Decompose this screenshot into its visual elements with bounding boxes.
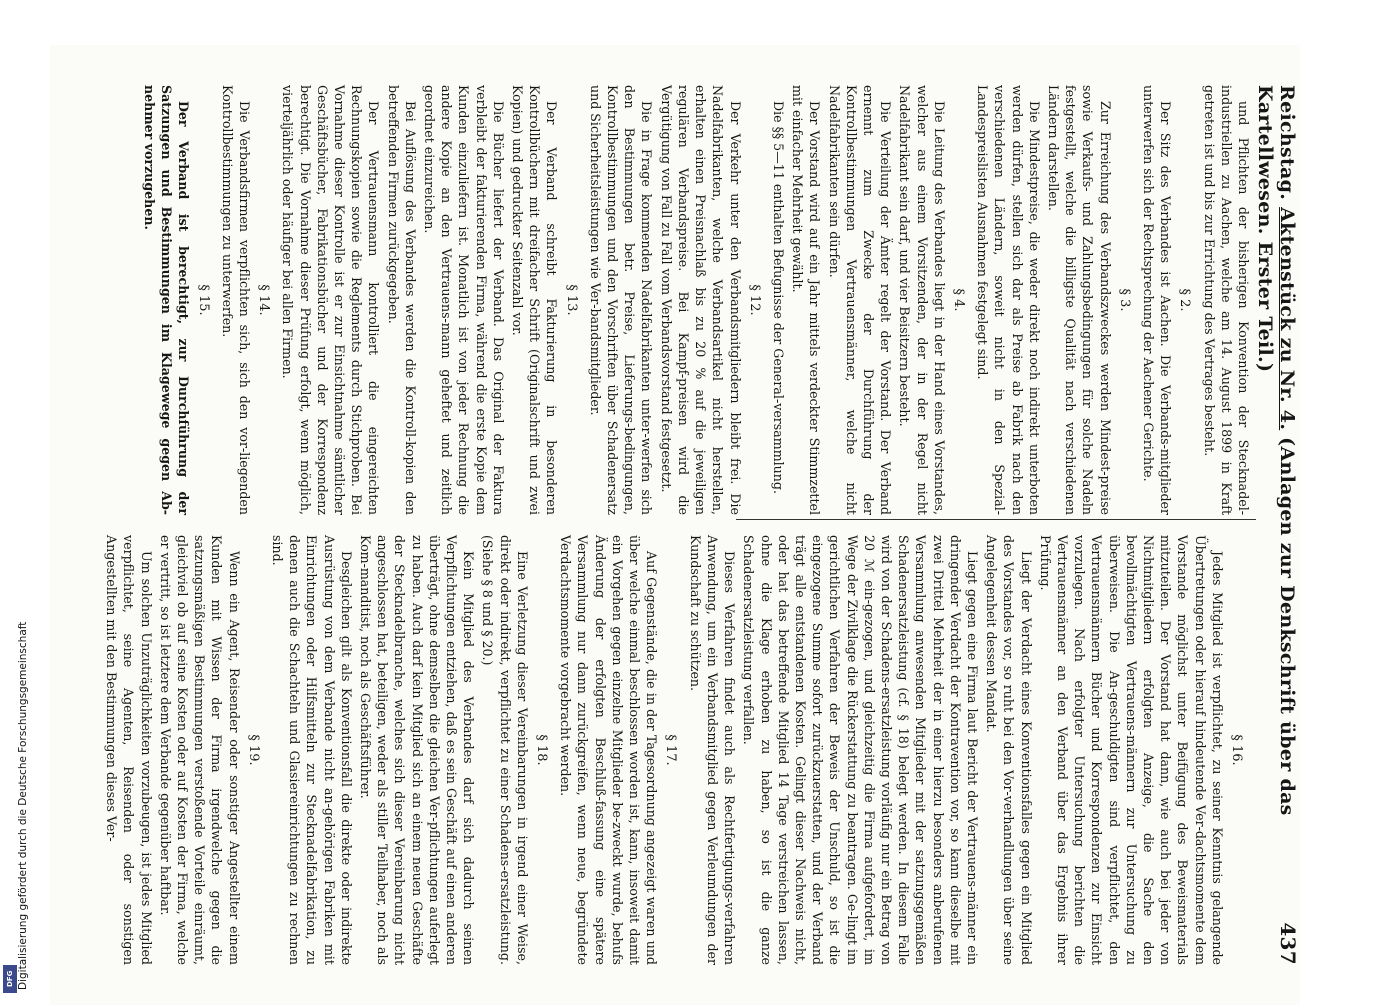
title-rest: (Anlagen zur Denkschrift über das Kartellwesen. Erster Teil.) (1254, 85, 1298, 816)
paragraph: Der Verkehr unter den Verbandsmitgliedern bleibt frei. Die Nadelfabrikanten, welche Verbandsartikel nicht herstellen, erhalten einen Preisnachlaß bis zu 20 % auf die jeweiligen regulären Verbandspreise. Bei Kampf-preisen wird die Vergütigung von Fall zu Fall vom Verbandsvorstand festgesetzt. (658, 85, 743, 515)
paragraph: Liegt gegen eine Firma laut Bericht der Vertrauens-männer ein dringender Verdacht der Kontravention vor, so kann dieselbe mit zwei Drittel Mehrheit der in einer hierzu besonders anberufenen Versammlung anwesenden Mitglieder mit der satzungsgemäßen Schadenersatzleistung (cf. § 18) belegt werden. In diesem Falle wird von der Schadens-ersatzleistung vorläufig nur ein Betrag von 20 ℳ ein-gezogen, und gleichzeitig die Firma aufgefordert, im Wege der Zivilklage die Rückerstattung zu beantragen. Ge-lingt im gerichtlichen Verfahren der Beweis der Unschuld, so ist die eingezogene Summe sofort zurückzuerstatten, und der Verband trägt alle entstandenen Kosten. Gelingt dieser Nachweis nicht, oder hat das betreffende Mitglied 14 Tage verstreichen lassen, ohne die Klage erhoben zu haben, so ist die ganze Schadenersatzleistung verfallen. (741, 535, 980, 965)
paragraph: Die in Frage kommenden Nadelfabrikanten unter-werfen sich den Bestimmungen betr. Preise, Lieferungs-bedingungen, Kontrollbestimmungen und den Vorschriften über Schadenersatz und Sicherheitsleistungen wie Ver-bandsmitglieder. (587, 85, 655, 515)
paragraph: Eine Verletzung dieser Vereinbarungen in irgend einer Weise, direkt oder indirekt, verpflichtet zu einer Schadens-ersatzleistung. (Siehe § 8 und § 20.) (480, 535, 530, 965)
paragraph: Der Vertrauensmann kontrolliert die eingereichten Rechnungskopien sowie die Reglements durch Stichproben. Bei Vornahme dieser Kontrolle ist er zur Einsichtnahme sämtlicher Geschäftsbücher, Fabrikationsbücher und der Korrespondenz berechtigt. Die Vornahme dieser Prüfung erfolgt, wenn möglich, vierteljährlich oder häufiger bei allen Firmen. (280, 85, 382, 515)
paragraph: Desgleichen gilt als Konventionsfall die direkte oder indirekte Ausrüstung von dem Verbande nicht an-gehörigen Fabriken mit Einrichtungen oder Hilfsmitteln zur Stecknadelfabrikation, zu denen auch die Schachteln und Glasiereinrichtungen zu rechnen sind. (270, 535, 354, 965)
paragraph: Liegt der Verdacht eines Konventionsfalles gegen ein Mitglied des Vorstandes vor, so ruht bei den Vor-verhandlungen über seine Angelegenheit dessen Mandat. (984, 535, 1034, 965)
section-heading: § 17. (663, 734, 679, 766)
paragraph: Der Verband ist berechtigt, zur Durchführung der Satzungen und Bestimmungen im Klagewege gegen Ab-nehmer vorzugehen. (142, 85, 192, 515)
paragraph: Dieses Verfahren findet auch als Rechtfertigungs-verfahren Anwendung, um ein Verbandsmitglied gegen Verleumdungen der Kundschaft zu schützen. (687, 535, 738, 965)
page-header (1254, 85, 1300, 965)
digitization-credit: Digitalisierung gefördert durch die Deutsche Forschungsgemeinschaft (17, 621, 29, 990)
paragraph: Jedes Mitglied ist verpflichtet, zu seiner Kenntnis gelangende Übertretungen oder hierauf hindeutende Ver-dachtsmomente dem Vorstande möglichst unter Beifügung des Beweismaterials mitzuteilen. Der Vorstand hat dann, wie auch bei jeder von Nichtmitgliedern erfolgten Anzeige, die Sache den bevollmächtigten Vertrauens-männern zur Untersuchung zu überweisen. Die An-geschuldigten sind verpflichtet, den Vertrauensmännern Bücher und Korrespondenzen zur Einsicht vorzulegen. Nach erfolgter Untersuchung berichten die Vertrauensmänner an den Verband über das Ergebnis ihrer Prüfung. (1037, 535, 1225, 965)
paragraph: Der Sitz des Verbandes ist Aachen. Die Verbands-mitglieder unterwerfen sich der Rechtsprechung der Aachener Gerichte. (1140, 85, 1174, 515)
paragraph: Der Verband schreibt Fakturierung in besonderen Kontrollbüchern mit dreifacher Schrift (Originalschrift und zwei Kopien) und gedruckter Seitenzahl vor. (510, 85, 560, 515)
title-prefix: Reichstag. (1276, 85, 1298, 201)
paragraph: Kein Mitglied des Verbandes darf sich dadurch seinen Verpflichtungen entziehen, daß es sein Geschäft auf einen anderen überträgt, ohne demselben die gleichen Ver-pflichtungen auferlegt zu haben. Auch darf kein Mitglied sich an einem neuen Geschäfte der Stecknadelbranche, welches sich dieser Vereinbarung nicht angeschlossen hat, beteiligen, weder als stiller Teilhaber, noch als Kom-manditist, noch als Geschäftsführer. (358, 535, 477, 965)
section-heading: § 18. (534, 734, 550, 766)
paragraph: Die Leitung des Verbandes liegt in der Hand eines Vorstandes, welcher aus einem Vorsitzenden, der in der Regel nicht Nadelfabrikant sein darf, und vier Beisitzern besteht. (897, 85, 947, 515)
section-heading: § 19. (245, 734, 261, 766)
paragraph: Die Mindestpreise, die weder direkt noch indirekt unterboten werden dürfen, stellen sich dar als Preise ab Fabrik nach den verschiedenen Ländern, soweit nicht in den Spezial-Landespreislisten Ausnahmen festgelegt sind. (975, 85, 1042, 515)
page-title (1254, 85, 1298, 922)
document-page (50, 45, 1300, 1005)
paragraph: Auf Gegenstände, die in der Tagesordnung angezeigt waren und über welche einmal beschlossen worden ist, kann, insoweit damit ein Vorgehen gegen einzelne Mitglieder be-zweckt wurde, behufs Änderung der erfolgten Beschluß-fassung eine spätere Versammlung nur dann zurückgreifen, wenn neue, begründete Verdachtsmomente vorgebracht werden. (558, 535, 660, 965)
section-heading: § 4. (950, 288, 966, 312)
paragraph: Die §§ 5—11 enthalten Befugnisse der General-versammlung. (770, 101, 786, 494)
paragraph: Bei Auflösung des Verbandes werden die Kontroll-kopien den betreffenden Firmen zurückgegeben. (385, 85, 418, 515)
paragraph: Um solchen Unzuträglichkeiten vorzubeugen, ist jedes Mitglied verpflichtet, seine Agenten, Reisenden oder sonstigen Angestellten mit den Bestimmungen dieses Ver- (104, 535, 154, 965)
section-heading: § 16. (1229, 734, 1244, 766)
credit-strip (0, 0, 29, 1000)
section-heading: § 3. (1116, 288, 1132, 312)
column-divider (736, 519, 1256, 520)
paragraph: Die Verteilung der Ämter regelt der Vorstand. Der Verband ernennt zum Zwecke der Durchführung der Kontrollbestimmungen Vertrauensmänner, welche nicht Nadelfabrikanten sein dürfen. (826, 85, 894, 515)
dfg-logo: DFG (3, 965, 17, 993)
paragraph: Zur Erreichung des Verbandszweckes werden Mindest-preise sowie Verkaufs- und Zahlungsbedingungen für solche Nadeln festgestellt, welche die billigste Qualität nach verschiedenen Ländern darstellen. (1045, 85, 1113, 515)
right-column (101, 535, 1252, 965)
left-column (139, 85, 1252, 515)
section-heading: § 14. (256, 284, 272, 316)
section-heading: § 13. (563, 284, 579, 316)
title-main: Aktenstück zu Nr. 4. (1276, 207, 1298, 431)
page-number: 437 (1276, 922, 1300, 965)
paragraph: Der Vorstand wird auf ein Jahr mittels verdeckter Stimmzettel mit einfacher Mehrheit gewählt. (790, 85, 823, 515)
section-heading: § 12. (746, 284, 762, 316)
section-heading: § 2. (1177, 288, 1193, 312)
paragraph: und Pflichten der bisherigen Konvention der Stecknadel-industriellen zu Aachen, welche am 14. August 1899 in Kraft getreten ist und bis zur Errichtung des Vertrages besteht. (1201, 85, 1251, 515)
paragraph: Wenn ein Agent, Reisender oder sonstiger Angestellter einem Kunden mit Wissen der Firma irgendwelche gegen die satzungsmäßigen Bestimmungen verstoßende Vorteile einräumt, gleichviel ob auf seine Kosten oder auf Kosten der Firma, welche er vertritt, so ist letztere dem Verbande gegenüber haftbar. (157, 535, 242, 965)
section-heading: § 15. (195, 284, 211, 316)
paragraph: Die Bücher liefert der Verband. Das Original der Faktura verbleibt der fakturierenden Firma, während die erste Kopie dem Kunden einzuliefern ist. Monatlich ist von jeder Rechnung die andere Kopie an den Vertrauens-mann geheftet und zeitlich geordnet einzureichen. (422, 85, 506, 515)
paragraph: Die Verbandsfirmen verpflichten sich, sich den vor-liegenden Kontrollbestimmungen zu unterwerfen. (219, 85, 253, 515)
